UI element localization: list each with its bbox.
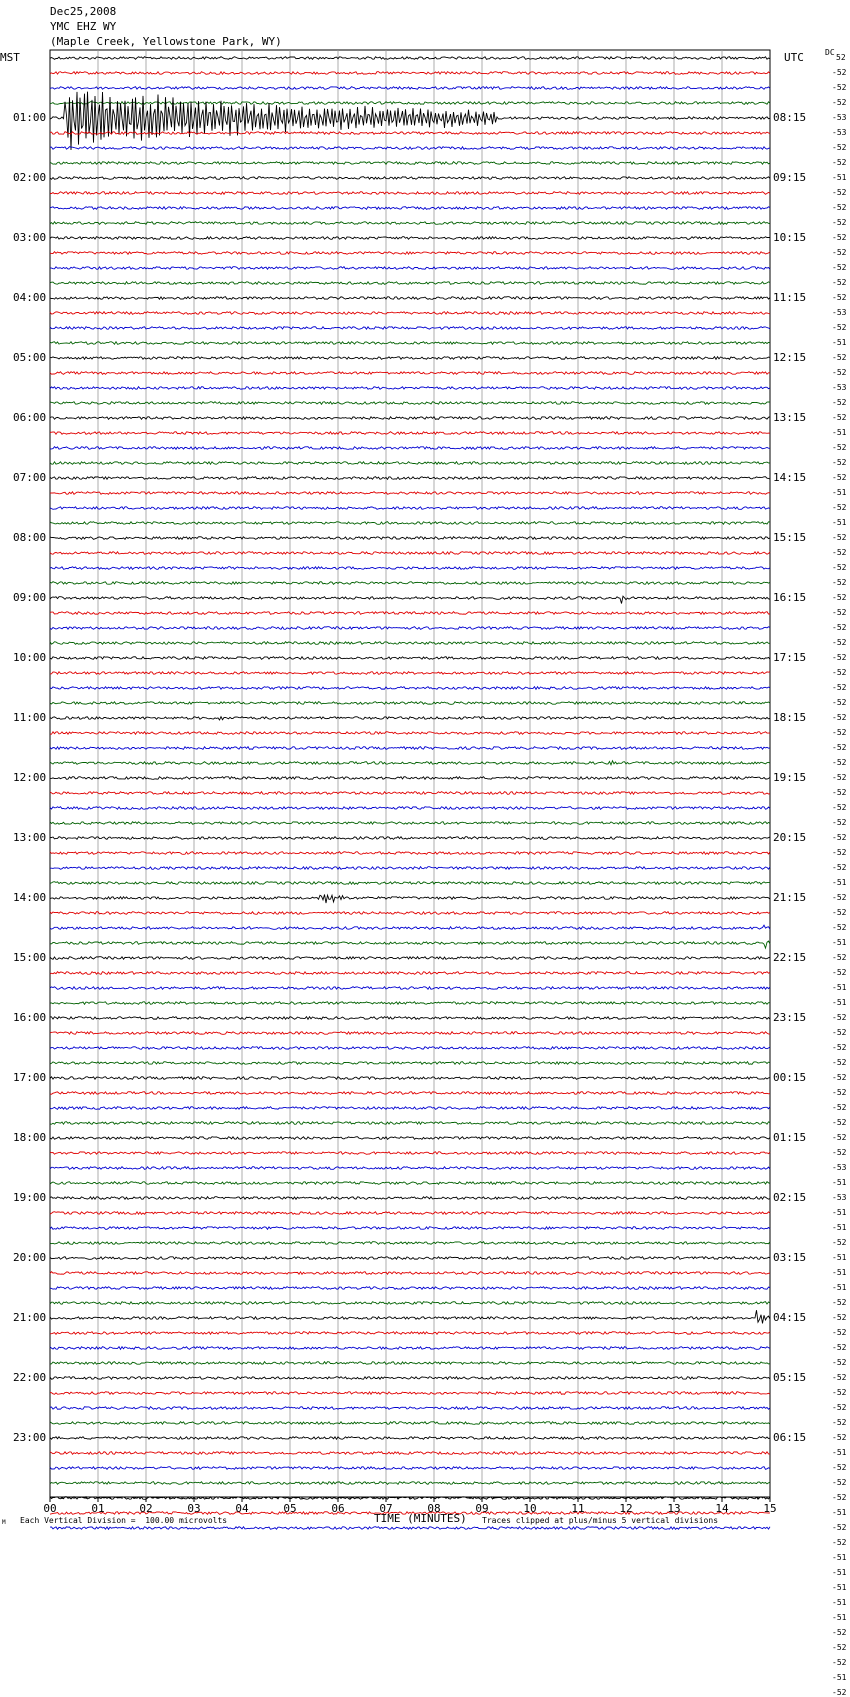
trace-line: [50, 1107, 770, 1110]
trace-line: [50, 732, 770, 735]
x-tick-label: 12: [619, 1502, 633, 1515]
dc-offset-label: -52: [832, 1133, 847, 1142]
dc-offset-label: -52: [832, 1418, 847, 1427]
right-hour-label: 15:15: [773, 531, 807, 544]
trace-line: [50, 912, 770, 915]
dc-offset-label: -52: [832, 503, 847, 512]
dc-offset-label: -52: [832, 1373, 847, 1382]
trace-line: [50, 1062, 770, 1065]
trace-line: [50, 297, 770, 300]
left-hour-label: 12:00: [13, 771, 47, 784]
dc-offset-label: -52: [832, 1388, 847, 1397]
right-hour-label: 20:15: [773, 831, 807, 844]
left-hour-label: 15:00: [13, 951, 47, 964]
trace-line: [50, 1257, 770, 1260]
dc-offset-label: -53: [832, 383, 847, 392]
trace-line: [50, 57, 770, 60]
dc-offset-label: -52: [832, 848, 847, 857]
dc-offset-label: -52: [832, 668, 847, 677]
dc-offset-label: -52: [832, 218, 847, 227]
trace-line: [50, 1227, 770, 1230]
dc-offset-label: -52: [832, 413, 847, 422]
trace-line: [50, 72, 770, 75]
dc-offset-label: -52: [832, 68, 847, 77]
x-tick-label: 11: [571, 1502, 585, 1515]
right-timezone-label: UTC: [784, 51, 804, 64]
trace-line: [50, 387, 770, 390]
trace-line: [50, 1167, 770, 1170]
dc-offset-label: -51: [832, 1583, 847, 1592]
trace-line: [50, 895, 770, 904]
trace-line: [50, 1422, 770, 1425]
dc-offset-label: -52: [832, 263, 847, 272]
dc-offset-label: -51: [832, 1508, 847, 1517]
left-hour-label: 04:00: [13, 291, 47, 304]
scale-note: Each Vertical Division = 100.00 microvolts: [20, 1516, 228, 1525]
trace-line: [50, 1272, 770, 1275]
left-hour-label: 20:00: [13, 1251, 47, 1264]
left-timezone-label: MST: [0, 51, 20, 64]
trace-line: [50, 612, 770, 615]
right-hour-label: 01:15: [773, 1131, 807, 1144]
right-hour-label: 11:15: [773, 291, 807, 304]
left-hour-label: 13:00: [13, 831, 47, 844]
dc-offset-label: -52: [832, 788, 847, 797]
x-tick-label: 02: [139, 1502, 153, 1515]
trace-line: [50, 1407, 770, 1410]
right-hour-label: 17:15: [773, 651, 807, 664]
dc-offset-label: -52: [832, 1493, 847, 1502]
dc-offset-label: -52: [832, 743, 847, 752]
right-hour-label: 14:15: [773, 471, 807, 484]
dc-offset-label: -52: [832, 773, 847, 782]
dc-offset-label: -51: [832, 1613, 847, 1622]
dc-offset-label: -52: [832, 968, 847, 977]
trace-line: [50, 522, 770, 525]
trace-line: [50, 1092, 770, 1095]
trace-line: [50, 492, 770, 495]
dc-offset-label: -52: [832, 203, 847, 212]
trace-line: [50, 1137, 770, 1140]
trace-line: [50, 925, 770, 929]
trace-line: [50, 1122, 770, 1125]
left-hour-label: 23:00: [13, 1431, 47, 1444]
x-axis-title: TIME (MINUTES): [374, 1512, 467, 1525]
left-hour-label: 17:00: [13, 1071, 47, 1084]
left-hour-label: 05:00: [13, 351, 47, 364]
left-hour-label: 21:00: [13, 1311, 47, 1324]
trace-line: [50, 717, 770, 720]
x-tick-label: 00: [43, 1502, 57, 1515]
trace-line: [50, 1377, 770, 1380]
dc-offset-label: -52: [832, 533, 847, 542]
trace-line: [50, 417, 770, 420]
dc-offset-label: -52: [832, 953, 847, 962]
trace-line: [50, 957, 770, 960]
trace-line: [50, 1197, 770, 1200]
dc-offset-label: -52: [832, 1073, 847, 1082]
dc-offset-label: -52: [832, 623, 847, 632]
trace-line: [50, 822, 770, 825]
x-tick-label: 10: [523, 1502, 537, 1515]
left-hour-label: 11:00: [13, 711, 47, 724]
trace-line: [50, 432, 770, 435]
dc-offset-label: -52: [832, 1118, 847, 1127]
right-hour-label: 05:15: [773, 1371, 807, 1384]
left-hour-label: 03:00: [13, 231, 47, 244]
trace-line: [50, 1302, 770, 1305]
dc-offset-label: -52: [832, 713, 847, 722]
right-hour-label: 09:15: [773, 171, 807, 184]
dc-offset-label: -52: [832, 818, 847, 827]
header-date: Dec25,2008: [50, 5, 117, 18]
dc-offset-label: -52: [832, 1028, 847, 1037]
trace-line: [50, 627, 770, 630]
trace-line: [50, 177, 770, 180]
trace-line: [50, 1347, 770, 1350]
left-hour-label: 22:00: [13, 1371, 47, 1384]
trace-line: [50, 552, 770, 555]
trace-line: [50, 1077, 770, 1080]
trace-line: [50, 147, 770, 150]
dc-offset-label: -52: [832, 473, 847, 482]
dc-offset-label: -51: [832, 1268, 847, 1277]
dc-offset-label: -52: [832, 593, 847, 602]
dc-offset-label: -51: [832, 1283, 847, 1292]
dc-offset-label: -51: [832, 878, 847, 887]
trace-line: [50, 372, 770, 375]
right-hour-label: 08:15: [773, 111, 807, 124]
trace-line: [50, 132, 770, 135]
trace-line: [50, 852, 770, 855]
dc-offset-label: -52: [832, 1043, 847, 1052]
dc-offset-label: -52: [832, 608, 847, 617]
dc-offset-label: -52: [832, 698, 847, 707]
trace-line: [50, 1002, 770, 1005]
trace-line: [50, 1452, 770, 1455]
trace-line: [50, 252, 770, 255]
trace-line: [50, 87, 770, 90]
dc-offset-label: -53: [832, 1193, 847, 1202]
trace-line: [50, 357, 770, 360]
dc-offset-label: -52: [832, 1013, 847, 1022]
dc-offset-label: -52: [832, 1148, 847, 1157]
dc-offset-label: -52: [832, 1463, 847, 1472]
dc-offset-label: -52: [832, 1478, 847, 1487]
trace-line: [50, 567, 770, 570]
left-hour-label: 14:00: [13, 891, 47, 904]
trace-line: [50, 582, 770, 585]
dc-offset-label: -52: [832, 323, 847, 332]
dc-offset-label: -52: [832, 443, 847, 452]
dc-offset-label: -52: [832, 1688, 847, 1697]
dc-offset-label: -51: [832, 1553, 847, 1562]
trace-line: [50, 1482, 770, 1485]
left-hour-label: 18:00: [13, 1131, 47, 1144]
trace-line: [50, 1242, 770, 1245]
dc-offset-label: -52: [832, 563, 847, 572]
right-hour-label: 13:15: [773, 411, 807, 424]
corner-mark: M: [2, 1519, 6, 1526]
right-hour-label: 19:15: [773, 771, 807, 784]
dc-offset-label: -52: [832, 1088, 847, 1097]
trace-line: [50, 761, 770, 765]
right-hour-label: 02:15: [773, 1191, 807, 1204]
x-tick-label: 09: [475, 1502, 489, 1515]
trace-line: [50, 222, 770, 225]
dc-offset-label: -52: [832, 803, 847, 812]
dc-offset-label: -52: [832, 1103, 847, 1112]
dc-offset-label: -52: [832, 278, 847, 287]
dc-offset-label: -53: [832, 308, 847, 317]
dc-offset-label: -52: [832, 1358, 847, 1367]
trace-line: [50, 477, 770, 480]
trace-line: [50, 747, 770, 750]
trace-line: [50, 507, 770, 510]
right-hour-label: 16:15: [773, 591, 807, 604]
trace-line: [50, 447, 770, 450]
dc-offset-label: -52: [832, 638, 847, 647]
dc-offset-label: -52: [832, 1523, 847, 1532]
trace-line: [50, 882, 770, 885]
dc-offset-label: -52: [832, 1433, 847, 1442]
trace-line: [50, 687, 770, 690]
trace-line: [50, 207, 770, 210]
trace-line: [50, 1467, 770, 1470]
dc-offset-label: -52: [832, 863, 847, 872]
dc-offset-label: -52: [832, 1328, 847, 1337]
x-tick-label: 01: [91, 1502, 105, 1515]
x-tick-label: 04: [235, 1502, 249, 1515]
trace-line: [50, 1437, 770, 1440]
dc-offset-label: -52: [832, 1538, 847, 1547]
dc-offset-label: -52: [832, 683, 847, 692]
trace-line: [50, 596, 770, 603]
dc-offset-label: -52: [832, 908, 847, 917]
trace-line: [50, 1310, 770, 1323]
dc-offset-label: -52: [832, 143, 847, 152]
dc-offset-label: -51: [832, 1448, 847, 1457]
dc-offset-label: -52: [832, 398, 847, 407]
trace-line: [50, 1362, 770, 1365]
trace-line: [50, 702, 770, 705]
dc-offset-label: -52: [832, 1313, 847, 1322]
dc-offset-label: -53: [832, 128, 847, 137]
right-hour-label: 03:15: [773, 1251, 807, 1264]
header-station: YMC EHZ WY: [50, 20, 117, 33]
left-hour-label: 09:00: [13, 591, 47, 604]
trace-line: [50, 237, 770, 240]
dc-offset-label: -51: [832, 518, 847, 527]
left-hour-label: 08:00: [13, 531, 47, 544]
dc-offset-label: -52: [832, 248, 847, 257]
trace-line: [50, 1182, 770, 1185]
dc-offset-label: -51: [832, 1178, 847, 1187]
right-hour-label: 18:15: [773, 711, 807, 724]
dc-offset-label: -51: [832, 983, 847, 992]
dc-offset-label: -51: [832, 998, 847, 1007]
clip-note: Traces clipped at plus/minus 5 vertical divisions: [482, 1516, 719, 1525]
trace-line: [50, 777, 770, 780]
trace-line: [50, 92, 770, 150]
dc-offset-label: -52: [832, 458, 847, 467]
trace-line: [50, 162, 770, 165]
trace-line: [50, 1527, 770, 1530]
dc-offset-label: -51: [832, 428, 847, 437]
dc-offset-label: -52: [832, 923, 847, 932]
dc-offset-label: -52: [832, 158, 847, 167]
trace-line: [50, 342, 770, 345]
dc-offset-label: -51: [832, 1223, 847, 1232]
dc-offset-label: -52: [832, 1643, 847, 1652]
left-hour-label: 02:00: [13, 171, 47, 184]
dc-offset-label: -52: [832, 293, 847, 302]
trace-line: [50, 402, 770, 405]
dc-offset-label: -52: [832, 1658, 847, 1667]
dc-offset-label: -52: [832, 188, 847, 197]
dc-offset-label: -51: [832, 1598, 847, 1607]
left-hour-label: 10:00: [13, 651, 47, 664]
dc-offset-label: -52: [832, 1628, 847, 1637]
trace-line: [50, 462, 770, 465]
dc-label: DC: [825, 48, 835, 57]
dc-offset-label: -52: [832, 728, 847, 737]
dc-offset-label: -51: [832, 338, 847, 347]
x-tick-label: 15: [763, 1502, 777, 1515]
dc-offset-label: -52: [832, 1298, 847, 1307]
x-tick-label: 05: [283, 1502, 297, 1515]
dc-offset-label: -52: [832, 1238, 847, 1247]
dc-offset-label: -52: [832, 548, 847, 557]
dc-offset-label: -52: [832, 758, 847, 767]
dc-offset-label: -51: [832, 1253, 847, 1262]
trace-line: [50, 1287, 770, 1290]
x-tick-label: 07: [379, 1502, 393, 1515]
left-hour-label: 01:00: [13, 111, 47, 124]
dc-offset-label: -53: [832, 113, 847, 122]
dc-offset-label: -51: [832, 1208, 847, 1217]
dc-offset-label: 52: [836, 53, 846, 62]
dc-offset-label: -52: [832, 1403, 847, 1412]
x-tick-label: 06: [331, 1502, 345, 1515]
dc-offset-label: -52: [832, 1058, 847, 1067]
trace-line: [50, 941, 770, 948]
right-hour-label: 10:15: [773, 231, 807, 244]
dc-offset-label: -52: [832, 233, 847, 242]
dc-offset-label: -53: [832, 1163, 847, 1172]
trace-line: [50, 867, 770, 870]
trace-line: [50, 1332, 770, 1335]
left-hour-label: 06:00: [13, 411, 47, 424]
trace-line: [50, 972, 770, 975]
trace-line: [50, 1032, 770, 1035]
dc-offset-label: -52: [832, 653, 847, 662]
trace-line: [50, 192, 770, 195]
dc-offset-label: -51: [832, 1568, 847, 1577]
dc-offset-label: -52: [832, 368, 847, 377]
left-hour-label: 19:00: [13, 1191, 47, 1204]
trace-line: [50, 987, 770, 990]
trace-line: [50, 672, 770, 675]
right-hour-label: 23:15: [773, 1011, 807, 1024]
left-hour-label: 07:00: [13, 471, 47, 484]
trace-line: [50, 1212, 770, 1215]
trace-line: [50, 837, 770, 840]
trace-line: [50, 267, 770, 270]
dc-offset-label: -52: [832, 893, 847, 902]
right-hour-label: 00:15: [773, 1071, 807, 1084]
trace-line: [50, 807, 770, 810]
trace-line: [50, 1017, 770, 1020]
trace-line: [50, 1392, 770, 1395]
left-hour-label: 16:00: [13, 1011, 47, 1024]
right-hour-label: 04:15: [773, 1311, 807, 1324]
trace-line: [50, 792, 770, 795]
trace-line: [50, 312, 770, 315]
right-hour-label: 21:15: [773, 891, 807, 904]
trace-line: [50, 537, 770, 540]
dc-offset-label: -51: [832, 488, 847, 497]
dc-offset-label: -51: [832, 938, 847, 947]
x-tick-label: 13: [667, 1502, 681, 1515]
x-tick-label: 14: [715, 1502, 729, 1515]
dc-offset-label: -51: [832, 173, 847, 182]
x-tick-label: 03: [187, 1502, 201, 1515]
dc-offset-label: -51: [832, 1673, 847, 1682]
right-hour-label: 06:15: [773, 1431, 807, 1444]
trace-line: [50, 657, 770, 660]
trace-line: [50, 1152, 770, 1155]
dc-offset-label: -52: [832, 833, 847, 842]
dc-offset-label: -52: [832, 83, 847, 92]
seismic-traces: [50, 57, 770, 1534]
right-hour-label: 12:15: [773, 351, 807, 364]
dc-offset-label: -52: [832, 578, 847, 587]
x-tick-label: 08: [427, 1502, 441, 1515]
dc-offset-label: -52: [832, 1343, 847, 1352]
trace-line: [50, 327, 770, 330]
dc-offset-label: -52: [832, 98, 847, 107]
trace-line: [50, 282, 770, 285]
header-location: (Maple Creek, Yellowstone Park, WY): [50, 35, 282, 48]
trace-line: [50, 1047, 770, 1050]
right-hour-label: 22:15: [773, 951, 807, 964]
dc-offset-label: -52: [832, 353, 847, 362]
trace-line: [50, 642, 770, 645]
